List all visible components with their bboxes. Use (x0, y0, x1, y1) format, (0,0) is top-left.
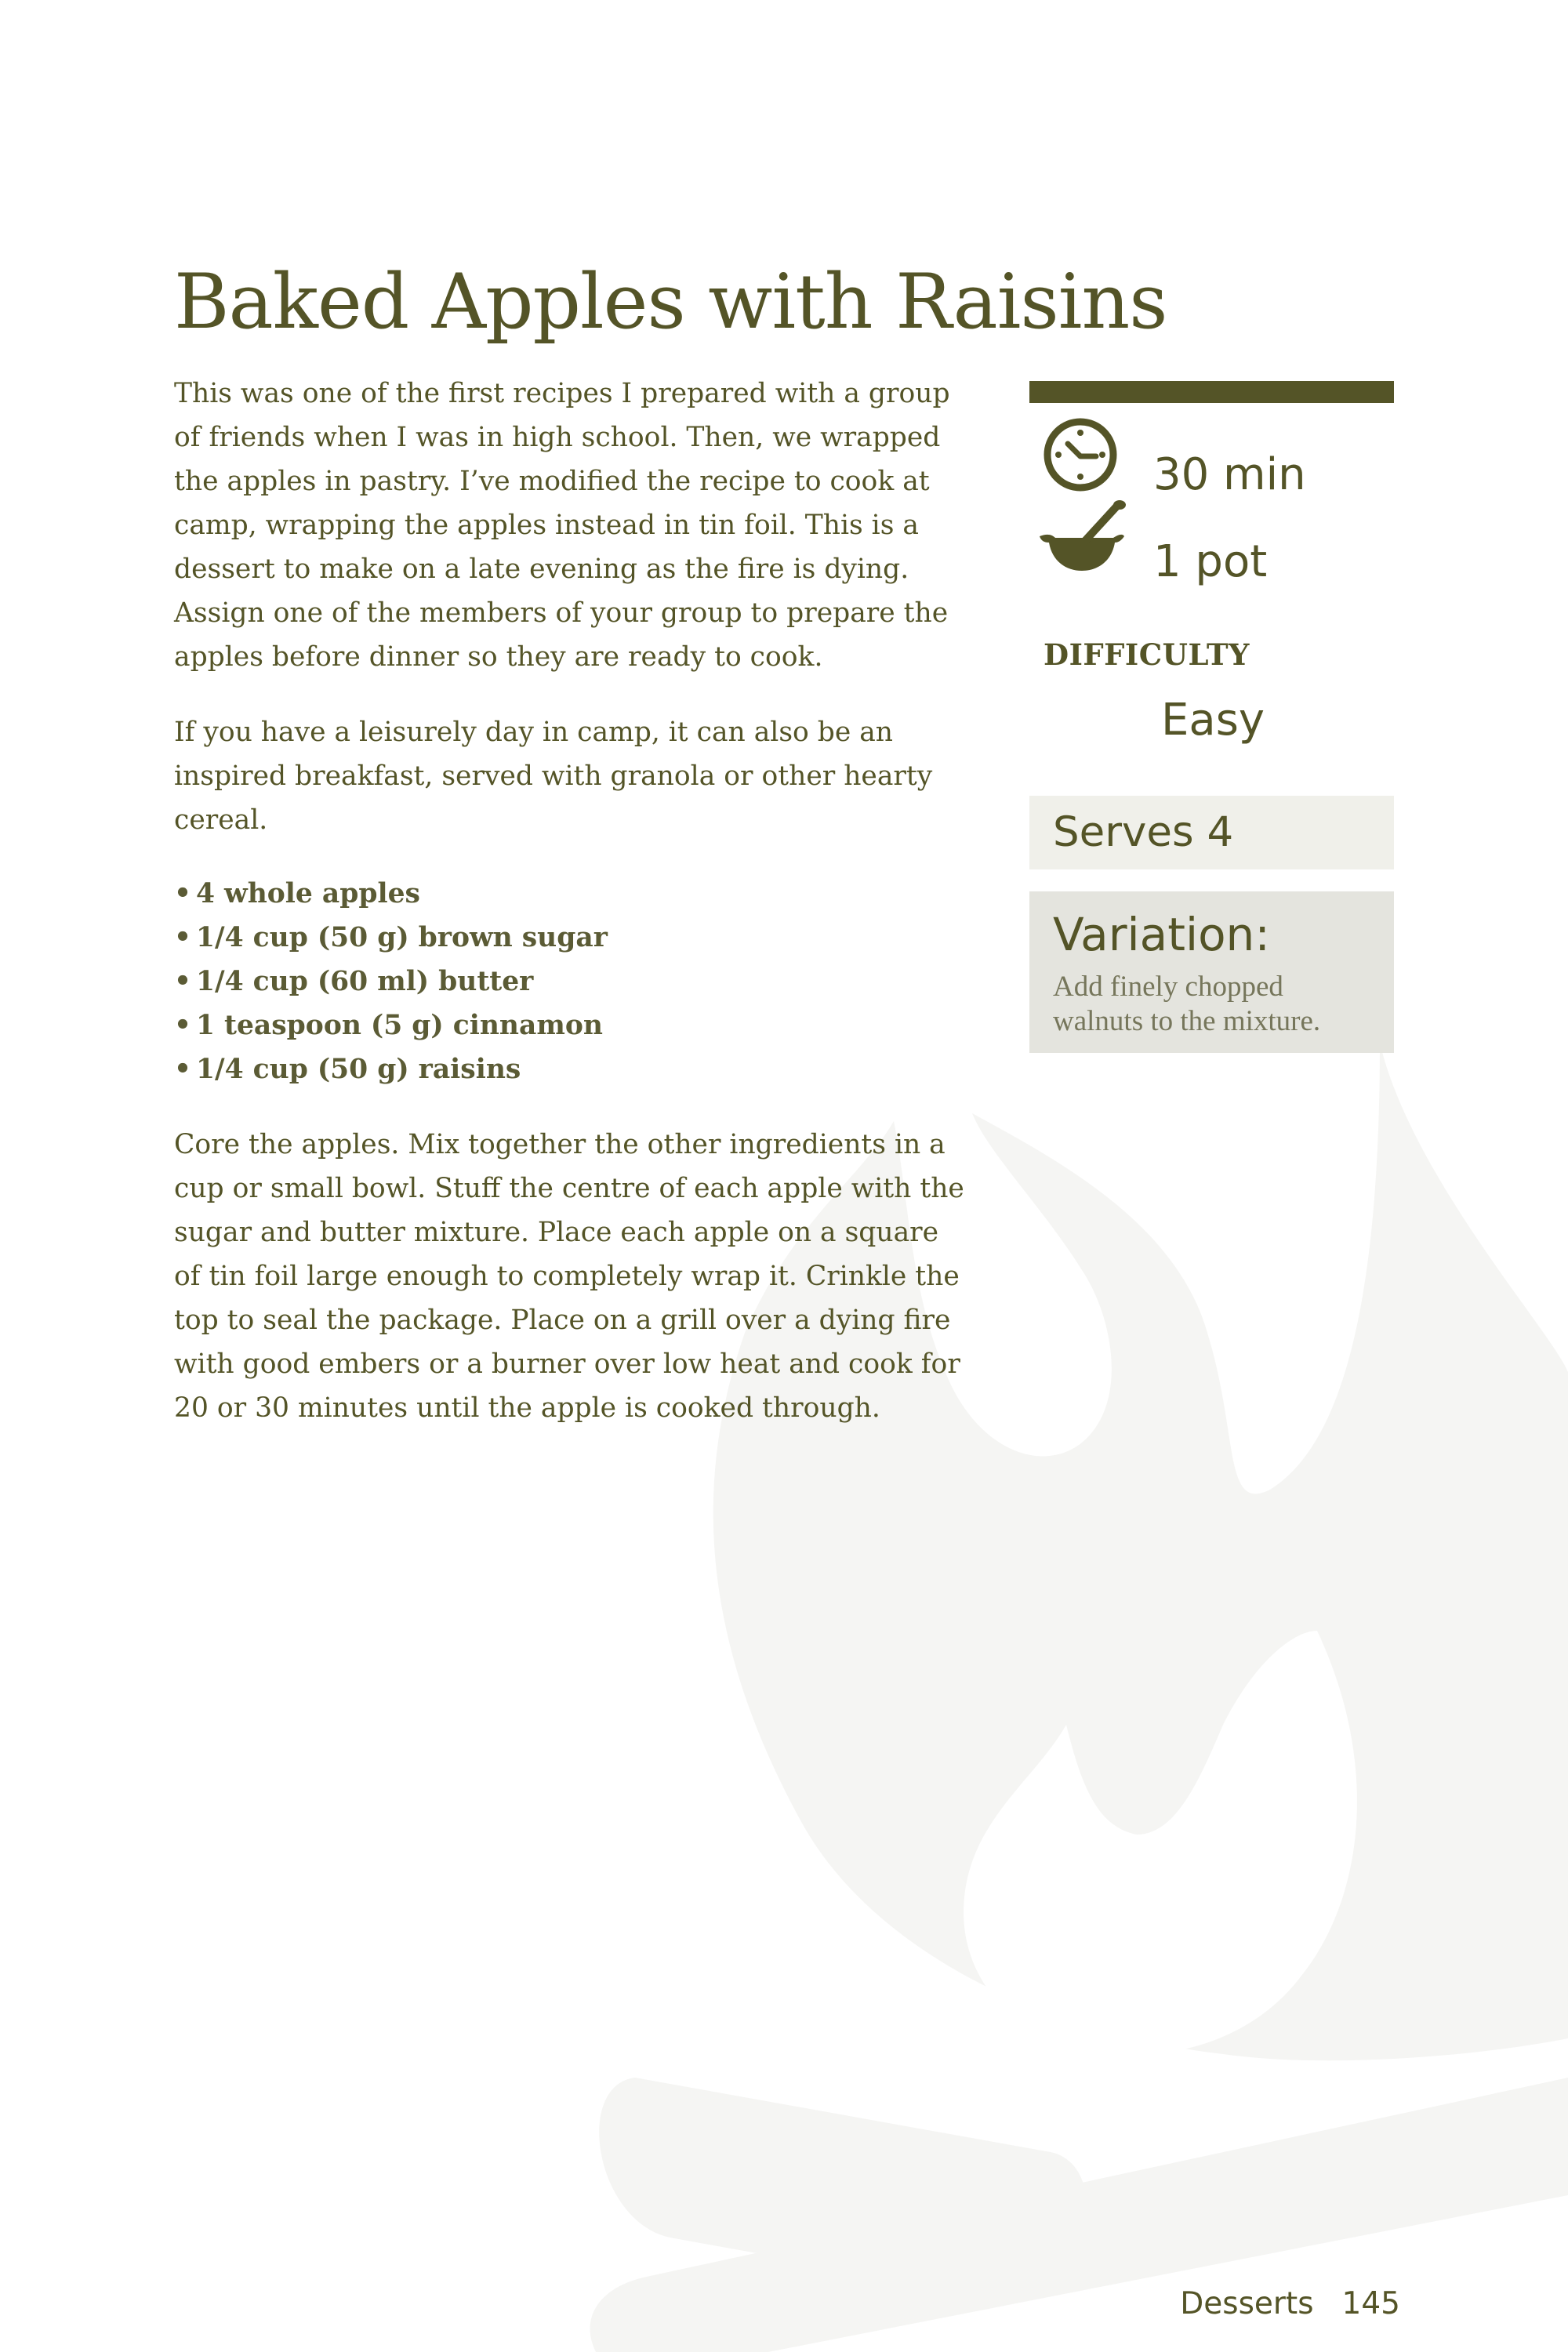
section-name: Desserts (1180, 2286, 1314, 2321)
variation-text: Add finely chopped walnuts to the mixture. (1053, 971, 1321, 1037)
ingredient-list (174, 872, 608, 1091)
ingredient-item (174, 916, 608, 960)
ingredient-item (174, 1004, 608, 1047)
pot-count: 1 pot (1153, 536, 1268, 587)
ingredient-item (174, 960, 608, 1004)
ingredient-text: 1 teaspoon (5 g) cinnamon (196, 1010, 603, 1041)
intro-paragraph: If you have a leisurely day in camp, it can also be an inspired breakfast, served with granola or other hearty cereal. (174, 717, 933, 836)
serves-box: Serves 4 (1029, 796, 1394, 869)
bullet: • (174, 1010, 192, 1041)
bullet: • (174, 922, 192, 953)
pot-icon (1036, 499, 1127, 574)
recipe-title: Baked Apples with Raisins (174, 258, 1167, 346)
page-footer (1180, 2285, 1400, 2324)
bullet: • (174, 1054, 192, 1085)
difficulty-label: DIFFICULTY (1044, 637, 1250, 672)
ingredient-text: 4 whole apples (196, 878, 420, 909)
sidebar-divider (1029, 381, 1394, 403)
variation-title: Variation: (1053, 908, 1270, 961)
difficulty-value: Easy (1161, 695, 1265, 746)
ingredient-item (174, 872, 608, 916)
page-number: 145 (1341, 2286, 1400, 2321)
ingredient-text: 1/4 cup (50 g) raisins (196, 1054, 521, 1085)
method-paragraph: Core the apples. Mix together the other ingredients in a cup or small bowl. Stuff the centre of each apple with the sugar and butter mixture. Place each apple on a square of tin foil large enough to completely wrap it. Crinkle the top to seal the package. Place on a grill over a dying fire with good embers or a burner over low heat and cook for 20 or 30 minutes until the apple is cooked through. (174, 1129, 964, 1424)
ingredient-text: 1/4 cup (60 ml) butter (196, 966, 534, 997)
variation-box (1029, 891, 1394, 1053)
bullet: • (174, 878, 192, 909)
prep-time: 30 min (1153, 449, 1306, 500)
bullet: • (174, 966, 192, 997)
intro-paragraph: This was one of the first recipes I prepared with a group of friends when I was in high school. Then, we wrapped the apples in pastry. I’ve modified the recipe to cook at camp, wrapping the apples instead in tin foil. This is a dessert to make on a late evening as the fire is dying. Assign one of the members of your group to prepare the apples before dinner so they are ready to cook. (174, 378, 950, 673)
clock-icon (1041, 416, 1120, 494)
ingredient-text: 1/4 cup (50 g) brown sugar (196, 922, 608, 953)
ingredient-item (174, 1047, 608, 1091)
